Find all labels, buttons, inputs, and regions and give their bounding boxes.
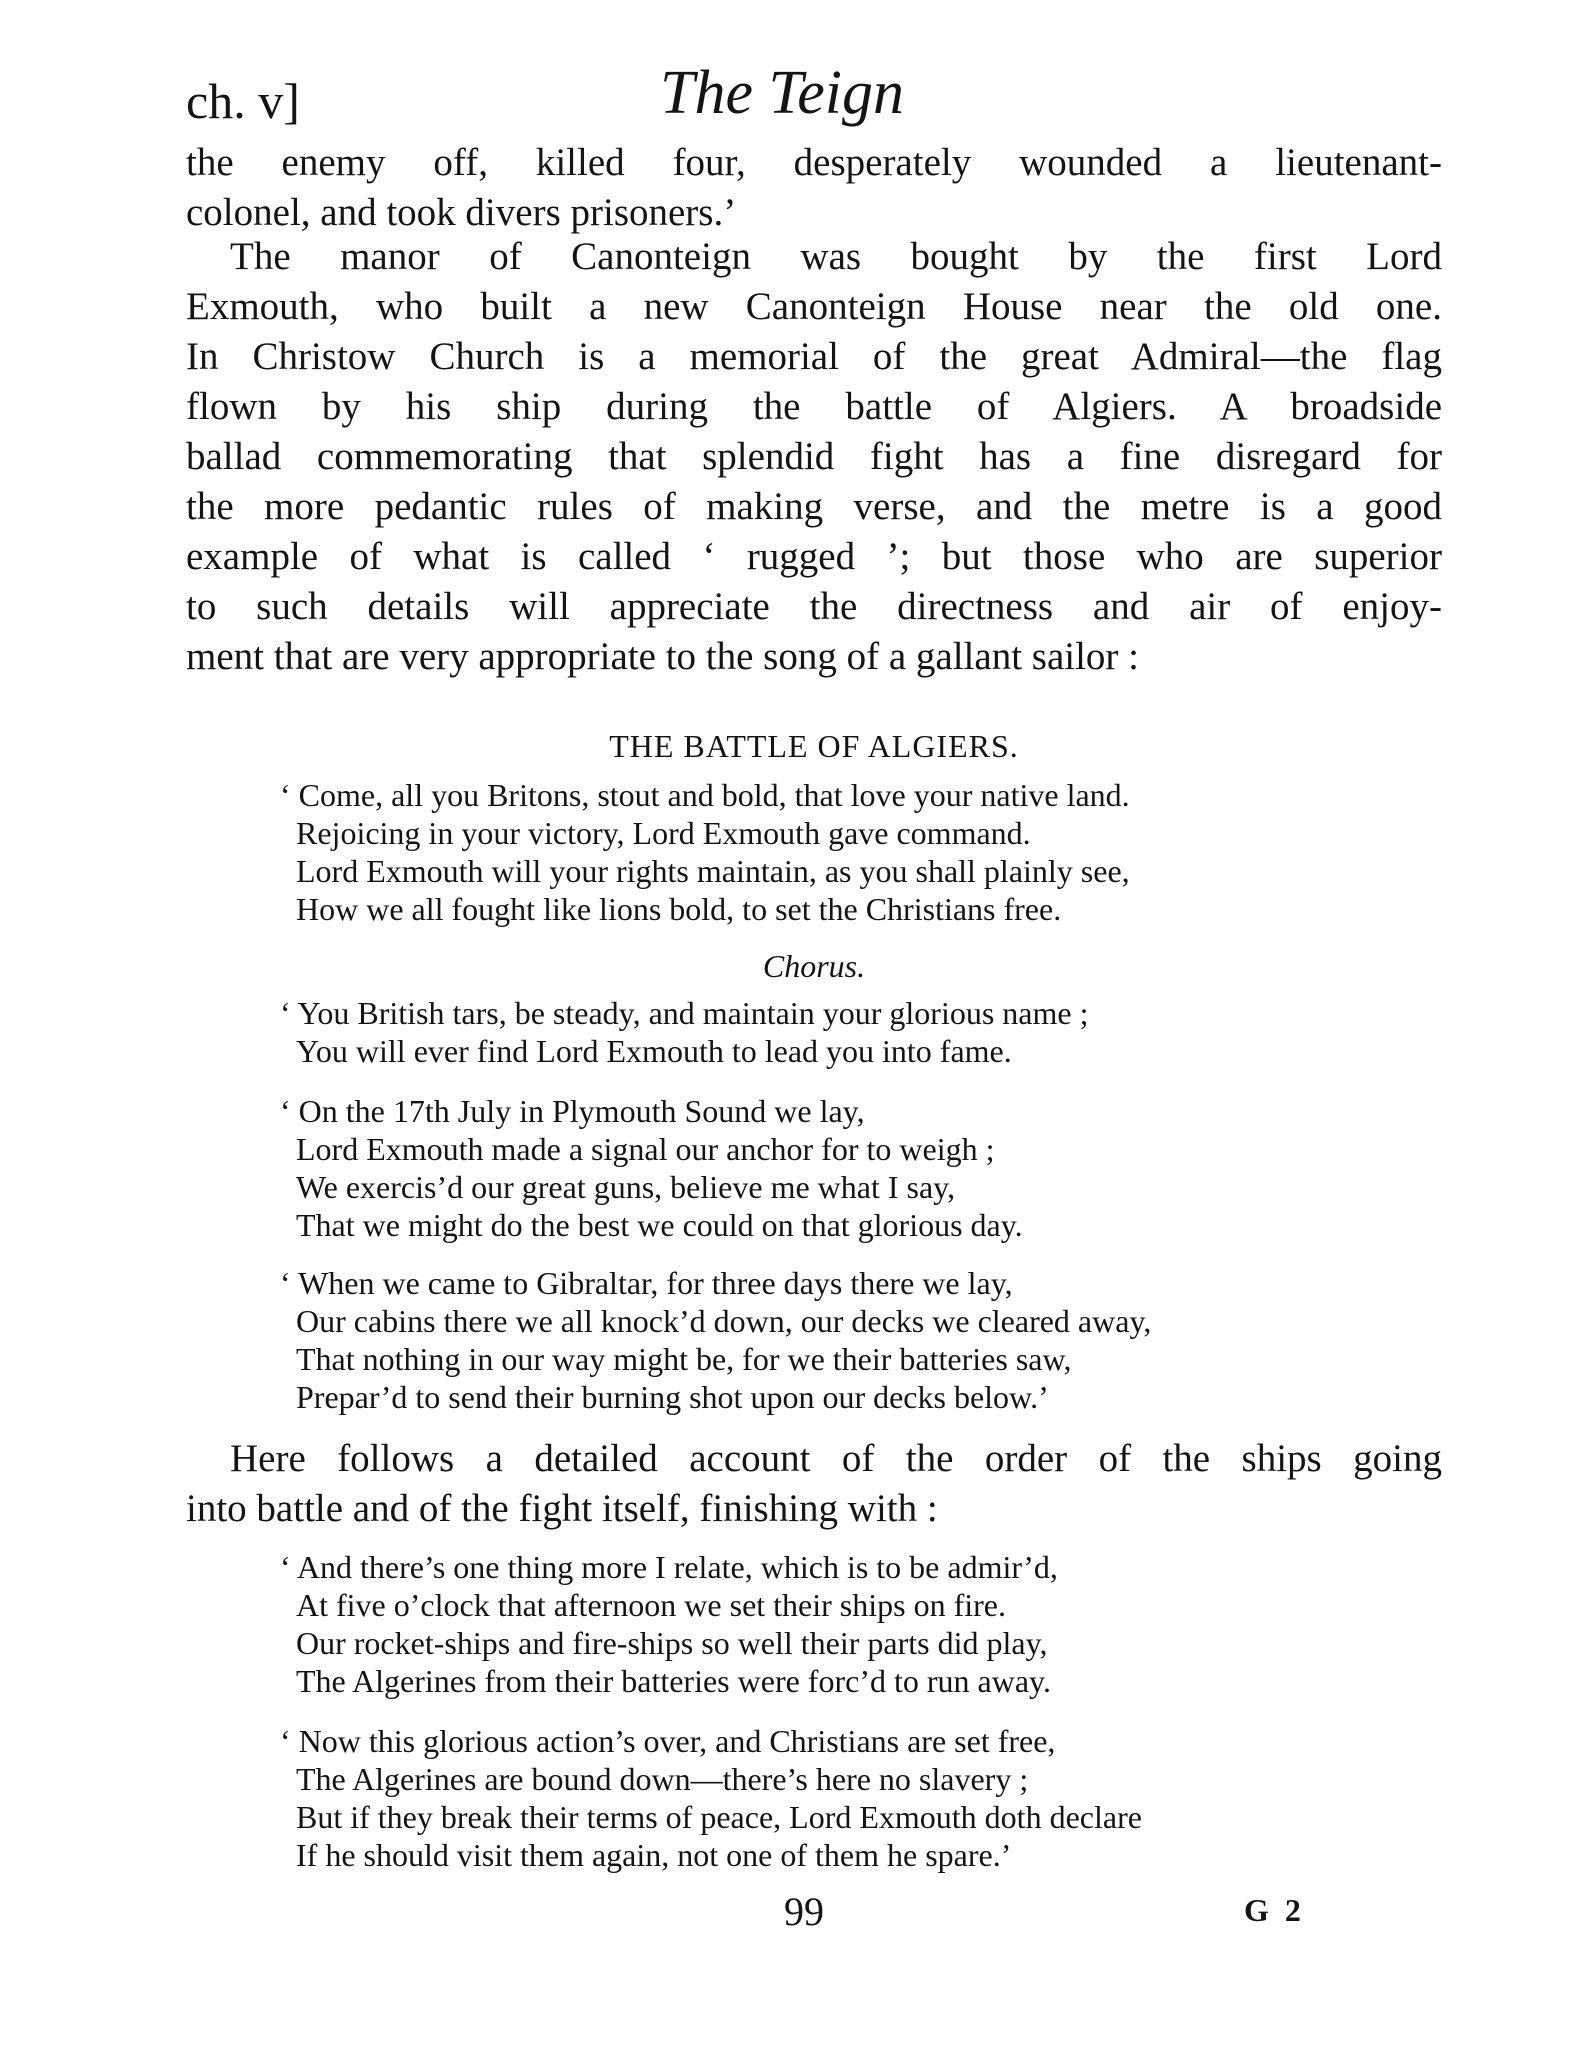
verse-4 — [280, 1548, 1058, 1700]
verse-3 — [280, 1264, 1151, 1416]
verse-line: Rejoicing in your victory, Lord Exmouth gave command. — [296, 815, 1031, 851]
verse-line: If he should visit them again, not one of them he spare.’ — [296, 1837, 1012, 1873]
verse-line: We exercis’d our great guns, believe me what I say, — [296, 1169, 956, 1205]
verse-line: ‘ Come, all you Britons, stout and bold, that love your native land. — [280, 777, 1130, 813]
text-line: Here follows a detailed account of the order of the ships going — [230, 1437, 1442, 1480]
verse-line: ‘ Now this glorious action’s over, and Christians are set free, — [280, 1723, 1056, 1759]
running-header — [186, 58, 1442, 148]
running-title: The Teign — [660, 59, 905, 127]
text-line: into battle and of the fight itself, finishing with : — [186, 1487, 938, 1530]
text-line: ment that are very appropriate to the song of a gallant sailor : — [186, 635, 1140, 678]
verse-line: Lord Exmouth will your rights maintain, as you shall plainly see, — [296, 853, 1130, 889]
verse-line: The Algerines from their batteries were forc’d to run away. — [296, 1663, 1051, 1699]
verse-line: ‘ When we came to Gibraltar, for three days there we lay, — [280, 1265, 1013, 1301]
verse-line: ‘ And there’s one thing more I relate, which is to be admir’d, — [280, 1549, 1058, 1585]
chorus-label: Chorus. — [762, 948, 866, 984]
verse-1 — [280, 776, 1130, 928]
verse-line: ‘ On the 17th July in Plymouth Sound we lay, — [280, 1093, 865, 1129]
verse-line: Prepar’d to send their burning shot upon our decks below.’ — [296, 1379, 1049, 1415]
verse-line: But if they break their terms of peace, Lord Exmouth doth declare — [296, 1799, 1142, 1835]
paragraph-battle-account — [186, 1434, 1442, 1534]
page-number: 99 — [784, 1889, 824, 1934]
text-line: to such details will appreciate the directness and air of enjoy- — [186, 585, 1442, 628]
text-line: colonel, and took divers prisoners.’ — [186, 191, 737, 234]
verse-line: You will ever find Lord Exmouth to lead you into fame. — [296, 1033, 1012, 1069]
verse-line: At five o’clock that afternoon we set their ships on fire. — [296, 1587, 1006, 1623]
paragraph-continuation — [186, 138, 1442, 238]
verse-line: Lord Exmouth made a signal our anchor for to weigh ; — [296, 1131, 995, 1167]
verse-line: Our rocket-ships and fire-ships so well their parts did play, — [296, 1625, 1048, 1661]
text-line: the more pedantic rules of making verse, and the metre is a good — [186, 485, 1442, 528]
signature-mark: G 2 — [1244, 1892, 1305, 1928]
verse-line: How we all fought like lions bold, to set the Christians free. — [296, 891, 1062, 927]
verse-line: ‘ You British tars, be steady, and maintain your glorious name ; — [280, 995, 1089, 1031]
verse-5 — [280, 1722, 1142, 1874]
paragraph-canonteign — [186, 232, 1442, 682]
song-title: THE BATTLE OF ALGIERS. — [609, 728, 1019, 764]
verse-line: The Algerines are bound down—there’s here no slavery ; — [296, 1761, 1029, 1797]
text-line: The manor of Canonteign was bought by the first Lord — [230, 235, 1442, 278]
chorus — [280, 994, 1088, 1070]
text-line: flown by his ship during the battle of Algiers. A broadside — [186, 385, 1442, 428]
verse-2 — [280, 1092, 1023, 1244]
text-line: In Christow Church is a memorial of the great Admiral—the flag — [186, 335, 1442, 378]
verse-line: That nothing in our way might be, for we their batteries saw, — [296, 1341, 1072, 1377]
verse-line: Our cabins there we all knock’d down, our decks we cleared away, — [296, 1303, 1152, 1339]
text-line: ballad commemorating that splendid fight has a fine disregard for — [186, 435, 1442, 478]
chapter-marker: ch. v] — [186, 73, 300, 129]
text-line: Exmouth, who built a new Canonteign House near the old one. — [186, 285, 1442, 328]
text-line: example of what is called ‘ rugged ’; but those who are superior — [186, 535, 1442, 578]
verse-line: That we might do the best we could on that glorious day. — [296, 1207, 1023, 1243]
text-line: the enemy off, killed four, desperately wounded a lieutenant- — [186, 141, 1442, 184]
